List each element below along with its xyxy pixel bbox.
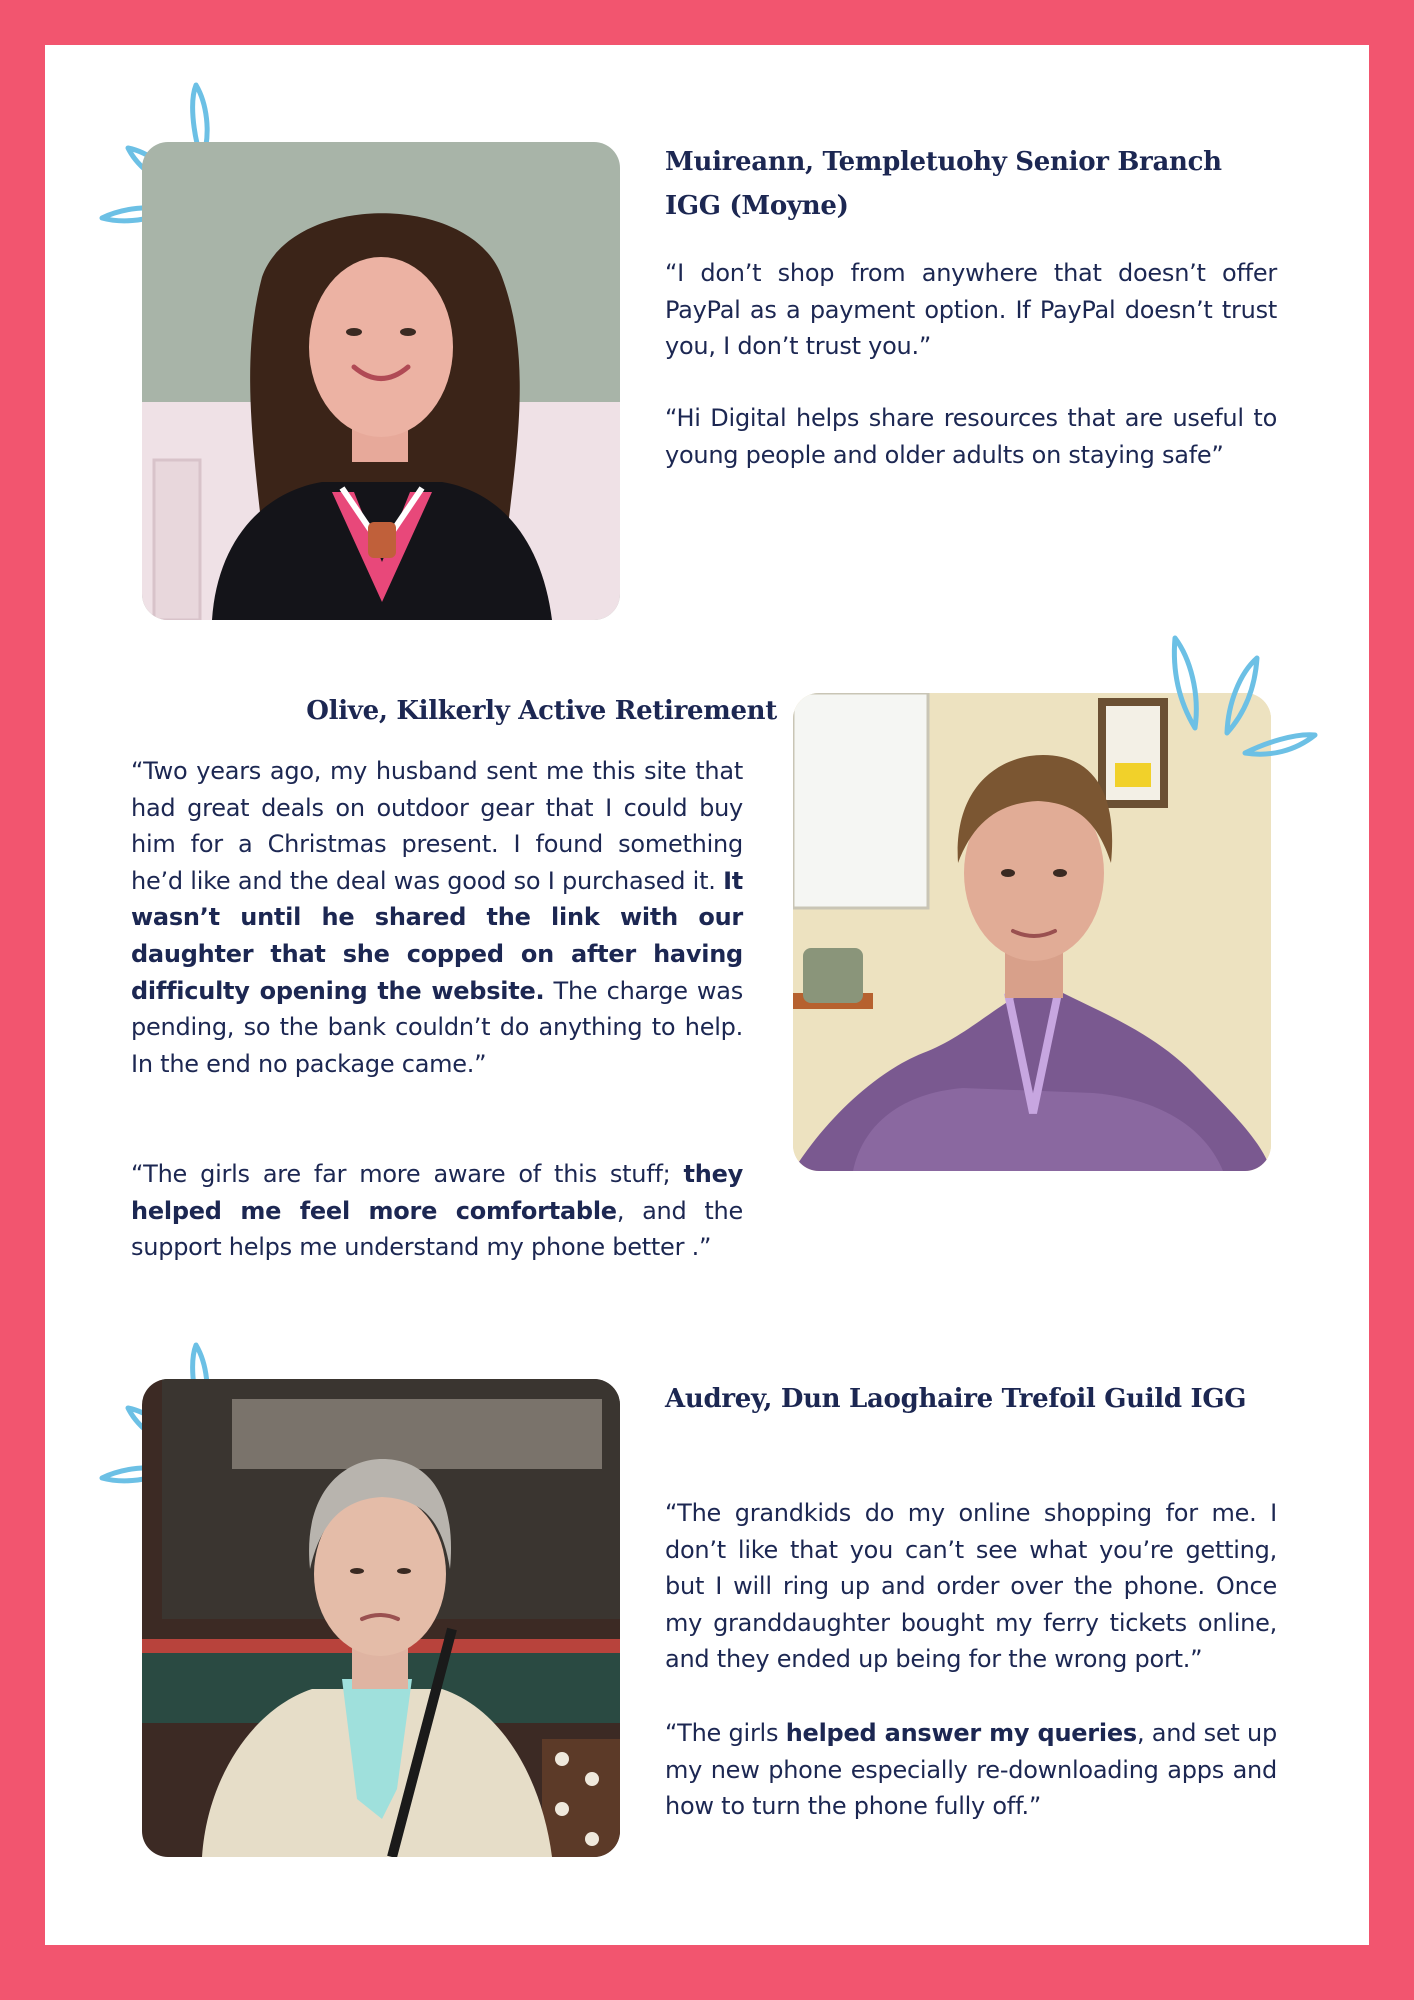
audrey-quote-1: “The grandkids do my online shopping for me. I don’t like that you can’t see what you’re getting, but I will ring up and order over the phone. Once my granddaughter bought my ferry tickets online, and they ended up being for the wrong port.” [665, 1499, 1277, 1674]
testimonial-page [45, 45, 1369, 1945]
muireann-name: Muireann, Templetuohy Senior Branch IGG (Moyne) [665, 147, 1222, 221]
audrey-name: Audrey, Dun Laoghaire Trefoil Guild IGG [665, 1384, 1247, 1414]
audrey-photo [142, 1379, 620, 1857]
sprig-decoration [1160, 633, 1320, 763]
muireann-photo [142, 142, 620, 620]
audrey-quote-2: “The girls helped answer my queries, and set up my new phone especially re-downloading apps and how to turn the phone fully off.” [665, 1719, 1277, 1821]
olive-name: Olive, Kilkerly Active Retirement [306, 696, 777, 726]
olive-photo [793, 693, 1271, 1171]
muireann-quote-2: “Hi Digital helps share resources that are useful to young people and older adults on staying safe” [665, 404, 1277, 469]
muireann-quote-1: “I don’t shop from anywhere that doesn’t offer PayPal as a payment option. If PayPal doesn’t trust you, I don’t trust you.” [665, 259, 1277, 361]
olive-quote-2: “The girls are far more aware of this stuff; they helped me feel more comfortable, and the support helps me understand my phone better .” [131, 1160, 743, 1262]
olive-quote-1: “Two years ago, my husband sent me this site that had great deals on outdoor gear that I could buy him for a Christmas present. I found something he’d like and the deal was good so I purchased it. It wasn’t until he shared the link with our daughter that she copped on after having difficulty opening the website. The charge was pending, so the bank couldn’t do anything to help. In the end no package came.” [131, 757, 743, 1078]
